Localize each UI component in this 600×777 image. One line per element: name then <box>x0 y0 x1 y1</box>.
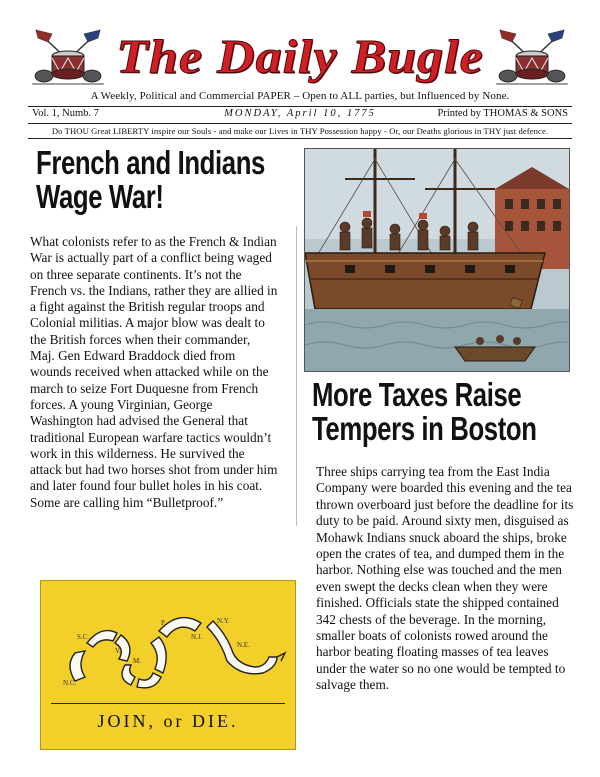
column-divider <box>296 226 297 526</box>
segment-label: V. <box>115 647 121 655</box>
segment-label: P. <box>161 619 166 627</box>
left-article-body: What colonists refer to as the French & Indian War is actually part of a conflict being waged on three separate continents. It’s not the French vs. the Indians, rather they are allied in a fight against the British regular troops and Colonial militias. A major blow was dealt to the British forces when their commander, Maj. Gen Edward Braddock died from wounds received when attacked while on the march to seize Fort Duquesne from French forces. A young Virginian, George Washington had advised the General that traditional European warfare tactics wouldn’t work in this wilderness. He survived the attack but had two horses shot from under him and later found four bullet holes in his coat. Some are calling him “Bulletproof.” <box>30 234 278 510</box>
right-article-headline: More Taxes Raise Tempers in Boston <box>312 376 537 447</box>
masthead-motto: Do THOU Great LIBERTY inspire our Souls - and make our Lives in THY Possession happy - Or, our Deaths glorious in THY just defence. <box>51 126 549 136</box>
boston-tea-party-illustration <box>304 148 570 372</box>
masthead-info-bar <box>28 108 572 122</box>
flag-caption: JOIN, or DIE. <box>97 711 239 731</box>
masthead-rule <box>28 106 572 107</box>
segment-label: N.J. <box>191 633 203 641</box>
issue-date: MONDAY, April 10, 1775 <box>224 108 376 119</box>
right-article-body: Three ships carrying tea from the East India Company were boarded this evening and the tea thrown overboard just before the deadline for its duty to be paid. Around sixty men, disguised as Mohawk Indians snuck aboard the ships, broke open the crates of tea, and dumped them in the harbor. Nothing else was touched and the men even swept the decks clean when they were finished. Officials state the shipped contained 342 chests of the beverage. In the morning, smaller boats of colonists rowed around the harbor beating floating masses of tea leaves under the water so no one would be tempted to salvage them. <box>316 464 574 693</box>
segment-label: M. <box>133 657 141 665</box>
join-or-die-flag <box>40 580 296 750</box>
segment-label: S.C. <box>77 633 90 641</box>
segment-label: N.Y. <box>217 617 230 625</box>
segment-label: N.E. <box>237 641 250 649</box>
masthead <box>28 26 572 136</box>
volume-number: Vol. 1, Numb. 7 <box>32 108 99 119</box>
masthead-rule <box>28 123 572 124</box>
masthead-rule <box>28 138 572 139</box>
printer-credit: Printed by THOMAS & SONS <box>437 108 568 119</box>
left-article-headline: French and Indians Wage War! <box>36 144 265 215</box>
masthead-tagline: A Weekly, Political and Commercial PAPER – Open to ALL parties, but Influenced by None. <box>90 90 510 102</box>
flag-caption-rule <box>51 703 285 704</box>
newspaper-title: The Daily Bugle <box>116 31 484 84</box>
drum-and-flags-emblem-right <box>492 26 572 88</box>
segment-label: N.C. <box>63 679 77 687</box>
